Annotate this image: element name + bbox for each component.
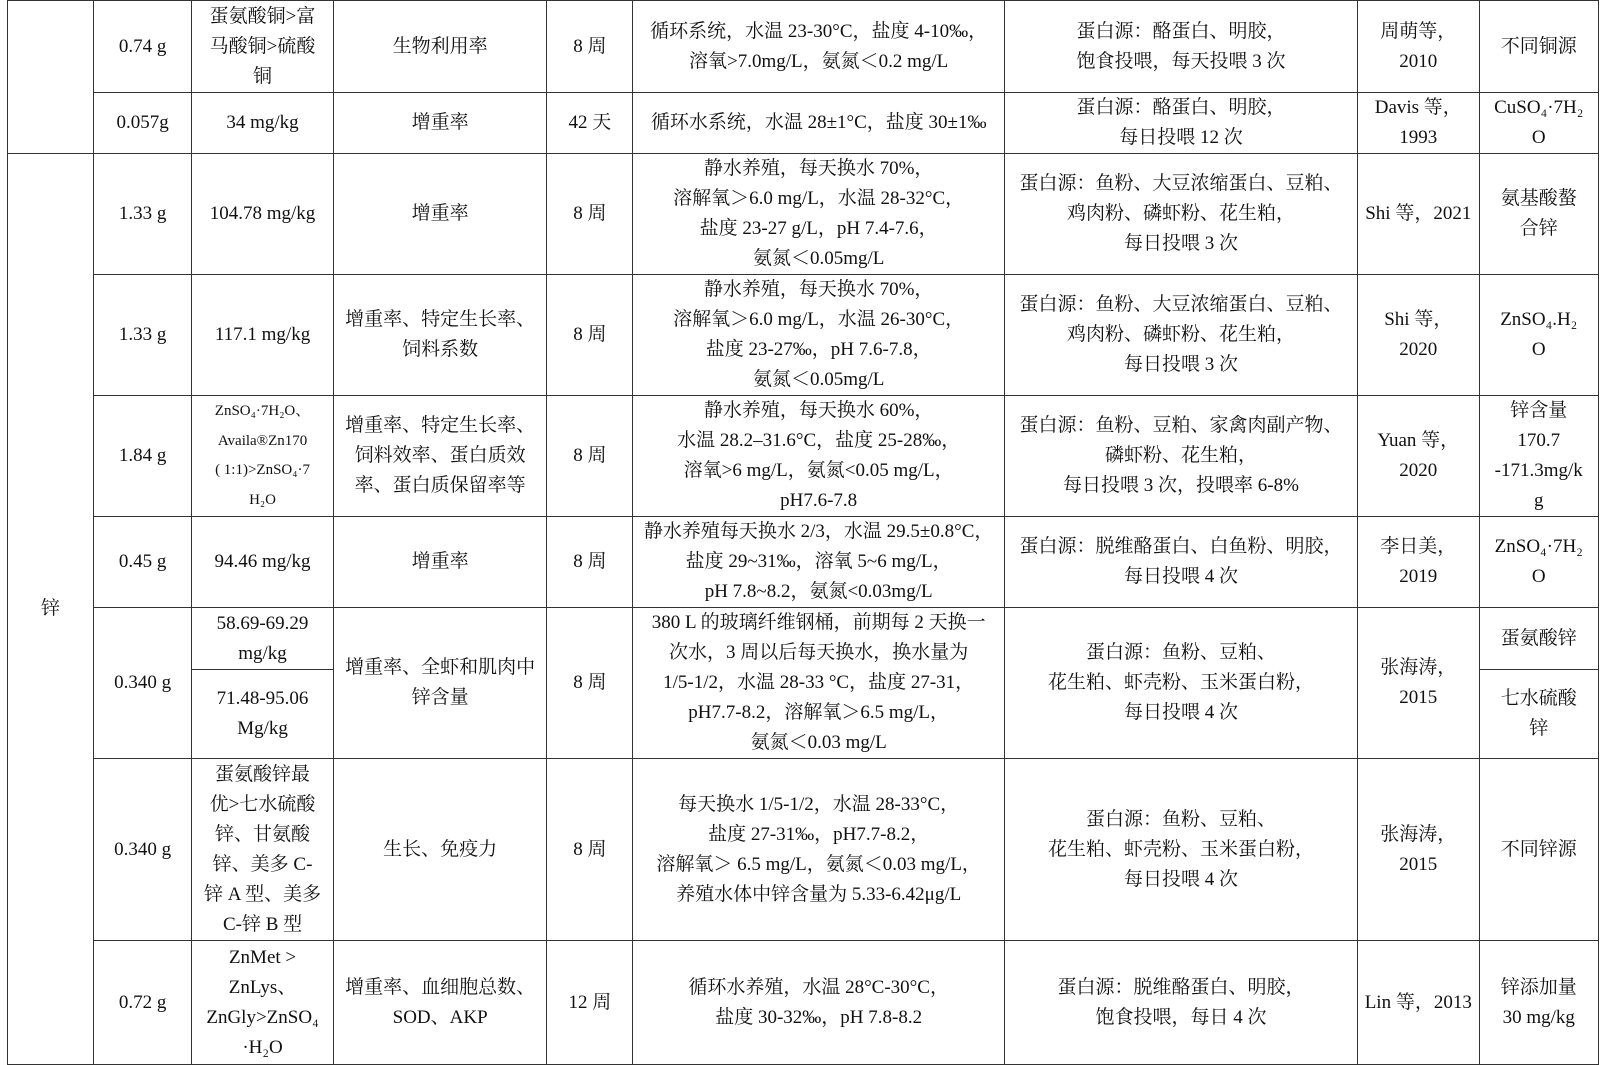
conditions-cell: 循环系统，水温 23-30°C，盐度 4-10‰， 溶氧>7.0mg/L，氨氮＜0.2 mg/L (633, 1, 1004, 93)
dose-cell: 1.84 g (94, 396, 192, 517)
table-row (8, 396, 1599, 517)
conditions-cell: 静水养殖，每天换水 70%， 溶解氧＞6.0 mg/L，水温 26-30°C， 盐度 23-27‰，pH 7.6-7.8， 氨氮＜0.05mg/L (633, 275, 1004, 396)
reference-cell: Shi 等，2021 (1358, 154, 1479, 275)
period-cell: 8 周 (547, 608, 633, 759)
level-cell: 58.69-69.29 mg/kg (192, 608, 334, 670)
dose-cell: 0.72 g (94, 941, 192, 1065)
reference-cell: Davis 等， 1993 (1358, 93, 1479, 154)
reference-cell: 周萌等， 2010 (1358, 1, 1479, 93)
feed-cell: 蛋白源：酪蛋白、明胶， 饱食投喂，每天投喂 3 次 (1004, 1, 1357, 93)
dose-cell: 0.057g (94, 93, 192, 154)
feed-cell: 蛋白源：鱼粉、大豆浓缩蛋白、豆粕、 鸡肉粉、磷虾粉、花生粕， 每日投喂 3 次 (1004, 154, 1357, 275)
level-cell: 104.78 mg/kg (192, 154, 334, 275)
reference-cell: 张海涛， 2015 (1358, 608, 1479, 759)
conditions-cell: 380 L 的玻璃纤维钢桶，前期每 2 天换一 次水，3 周以后每天换水，换水量为 1/5-1/2，水温 28-33 °C，盐度 27-31， pH7.7-8.2，溶解氧＞6.5 mg/L， 氨氮＜0.03 mg/L (633, 608, 1004, 759)
period-cell: 42 天 (547, 93, 633, 154)
index-cell: 生长、免疫力 (333, 759, 547, 941)
document-page (7, 0, 1599, 1063)
table-row (8, 275, 1599, 396)
index-cell: 增重率、血细胞总数、 SOD、AKP (333, 941, 547, 1065)
mineral-cell-zinc: 锌 (8, 154, 94, 1065)
table-row (8, 1, 1599, 93)
feed-cell: 蛋白源：脱维酪蛋白、白鱼粉、明胶， 每日投喂 4 次 (1004, 517, 1357, 608)
table-row (8, 154, 1599, 275)
level-cell: 蛋氨酸锌最 优>七水硫酸 锌、甘氨酸 锌、美多 C- 锌 A 型、美多 C-锌 B 型 (192, 759, 334, 941)
level-cell: 蛋氨酸铜>富 马酸铜>硫酸 铜 (192, 1, 334, 93)
dose-cell: 1.33 g (94, 275, 192, 396)
conditions-cell: 静水养殖，每天换水 60%， 水温 28.2–31.6°C，盐度 25-28‰， 溶氧>6 mg/L，氨氮<0.05 mg/L， pH7.6-7.8 (633, 396, 1004, 517)
index-cell: 增重率、特定生长率、 饲料系数 (333, 275, 547, 396)
note-cell: 锌添加量 30 mg/kg (1479, 941, 1599, 1065)
dose-cell: 1.33 g (94, 154, 192, 275)
dose-cell: 0.340 g (94, 759, 192, 941)
period-cell: 8 周 (547, 517, 633, 608)
reference-cell: Shi 等， 2020 (1358, 275, 1479, 396)
conditions-cell: 循环水养殖，水温 28°C-30°C， 盐度 30-32‰，pH 7.8-8.2 (633, 941, 1004, 1065)
period-cell: 8 周 (547, 759, 633, 941)
note-cell: 锌含量 170.7 -171.3mg/k g (1479, 396, 1599, 517)
nutrition-table (7, 0, 1599, 1065)
level-cell: 34 mg/kg (192, 93, 334, 154)
index-cell: 增重率 (333, 93, 547, 154)
note-cell: 氨基酸螯 合锌 (1479, 154, 1599, 275)
level-cell: 94.46 mg/kg (192, 517, 334, 608)
feed-cell: 蛋白源：脱维酪蛋白、明胶， 饱食投喂，每日 4 次 (1004, 941, 1357, 1065)
period-cell: 8 周 (547, 1, 633, 93)
conditions-cell: 静水养殖每天换水 2/3，水温 29.5±0.8°C， 盐度 29~31‰，溶氧 5~6 mg/L， pH 7.8~8.2，氨氮<0.03mg/L (633, 517, 1004, 608)
reference-cell: Yuan 等， 2020 (1358, 396, 1479, 517)
conditions-cell: 每天换水 1/5-1/2，水温 28-33°C， 盐度 27-31‰，pH7.7-8.2， 溶解氧＞ 6.5 mg/L，氨氮＜0.03 mg/L， 养殖水体中锌含量为 5.33-6.42μg/L (633, 759, 1004, 941)
table-row (8, 759, 1599, 941)
note-cell: ZnSO₄.H₂ O (1479, 275, 1599, 396)
period-cell: 12 周 (547, 941, 633, 1065)
level-cell: 71.48-95.06 Mg/kg (192, 670, 334, 759)
note-cell: 不同锌源 (1479, 759, 1599, 941)
conditions-cell: 循环水系统，水温 28±1°C，盐度 30±1‰ (633, 93, 1004, 154)
feed-cell: 蛋白源：鱼粉、豆粕、家禽肉副产物、 磷虾粉、花生粕， 每日投喂 3 次，投喂率 6-8% (1004, 396, 1357, 517)
level-cell: ZnMet > ZnLys、 ZnGly>ZnSO₄ ·H₂O (192, 941, 334, 1065)
index-cell: 增重率、特定生长率、 饲料效率、蛋白质效 率、蛋白质保留率等 (333, 396, 547, 517)
table-row (8, 941, 1599, 1065)
index-cell: 生物利用率 (333, 1, 547, 93)
table-row (8, 517, 1599, 608)
period-cell: 8 周 (547, 396, 633, 517)
feed-cell: 蛋白源：酪蛋白、明胶， 每日投喂 12 次 (1004, 93, 1357, 154)
mineral-cell-copper (8, 1, 94, 154)
period-cell: 8 周 (547, 154, 633, 275)
reference-cell: Lin 等，2013 (1358, 941, 1479, 1065)
level-cell: ZnSO₄·7H₂O、 Availa®Zn170 ( 1:1)>ZnSO₄·7 H₂O (192, 396, 334, 517)
index-cell: 增重率 (333, 154, 547, 275)
note-cell: 七水硫酸 锌 (1479, 670, 1599, 759)
index-cell: 增重率 (333, 517, 547, 608)
feed-cell: 蛋白源：鱼粉、大豆浓缩蛋白、豆粕、 鸡肉粉、磷虾粉、花生粕， 每日投喂 3 次 (1004, 275, 1357, 396)
level-cell: 117.1 mg/kg (192, 275, 334, 396)
reference-cell: 李日美， 2019 (1358, 517, 1479, 608)
note-cell: 蛋氨酸锌 (1479, 608, 1599, 670)
reference-cell: 张海涛， 2015 (1358, 759, 1479, 941)
dose-cell: 0.74 g (94, 1, 192, 93)
note-cell: ZnSO₄·7H₂ O (1479, 517, 1599, 608)
dose-cell: 0.340 g (94, 608, 192, 759)
conditions-cell: 静水养殖，每天换水 70%， 溶解氧＞6.0 mg/L，水温 28-32°C， 盐度 23-27 g/L，pH 7.4-7.6， 氨氮＜0.05mg/L (633, 154, 1004, 275)
table-row (8, 93, 1599, 154)
feed-cell: 蛋白源：鱼粉、豆粕、 花生粕、虾壳粉、玉米蛋白粉， 每日投喂 4 次 (1004, 608, 1357, 759)
note-cell: CuSO₄·7H₂ O (1479, 93, 1599, 154)
note-cell: 不同铜源 (1479, 1, 1599, 93)
index-cell: 增重率、全虾和肌肉中 锌含量 (333, 608, 547, 759)
table-row (8, 608, 1599, 670)
feed-cell: 蛋白源：鱼粉、豆粕、 花生粕、虾壳粉、玉米蛋白粉， 每日投喂 4 次 (1004, 759, 1357, 941)
dose-cell: 0.45 g (94, 517, 192, 608)
period-cell: 8 周 (547, 275, 633, 396)
